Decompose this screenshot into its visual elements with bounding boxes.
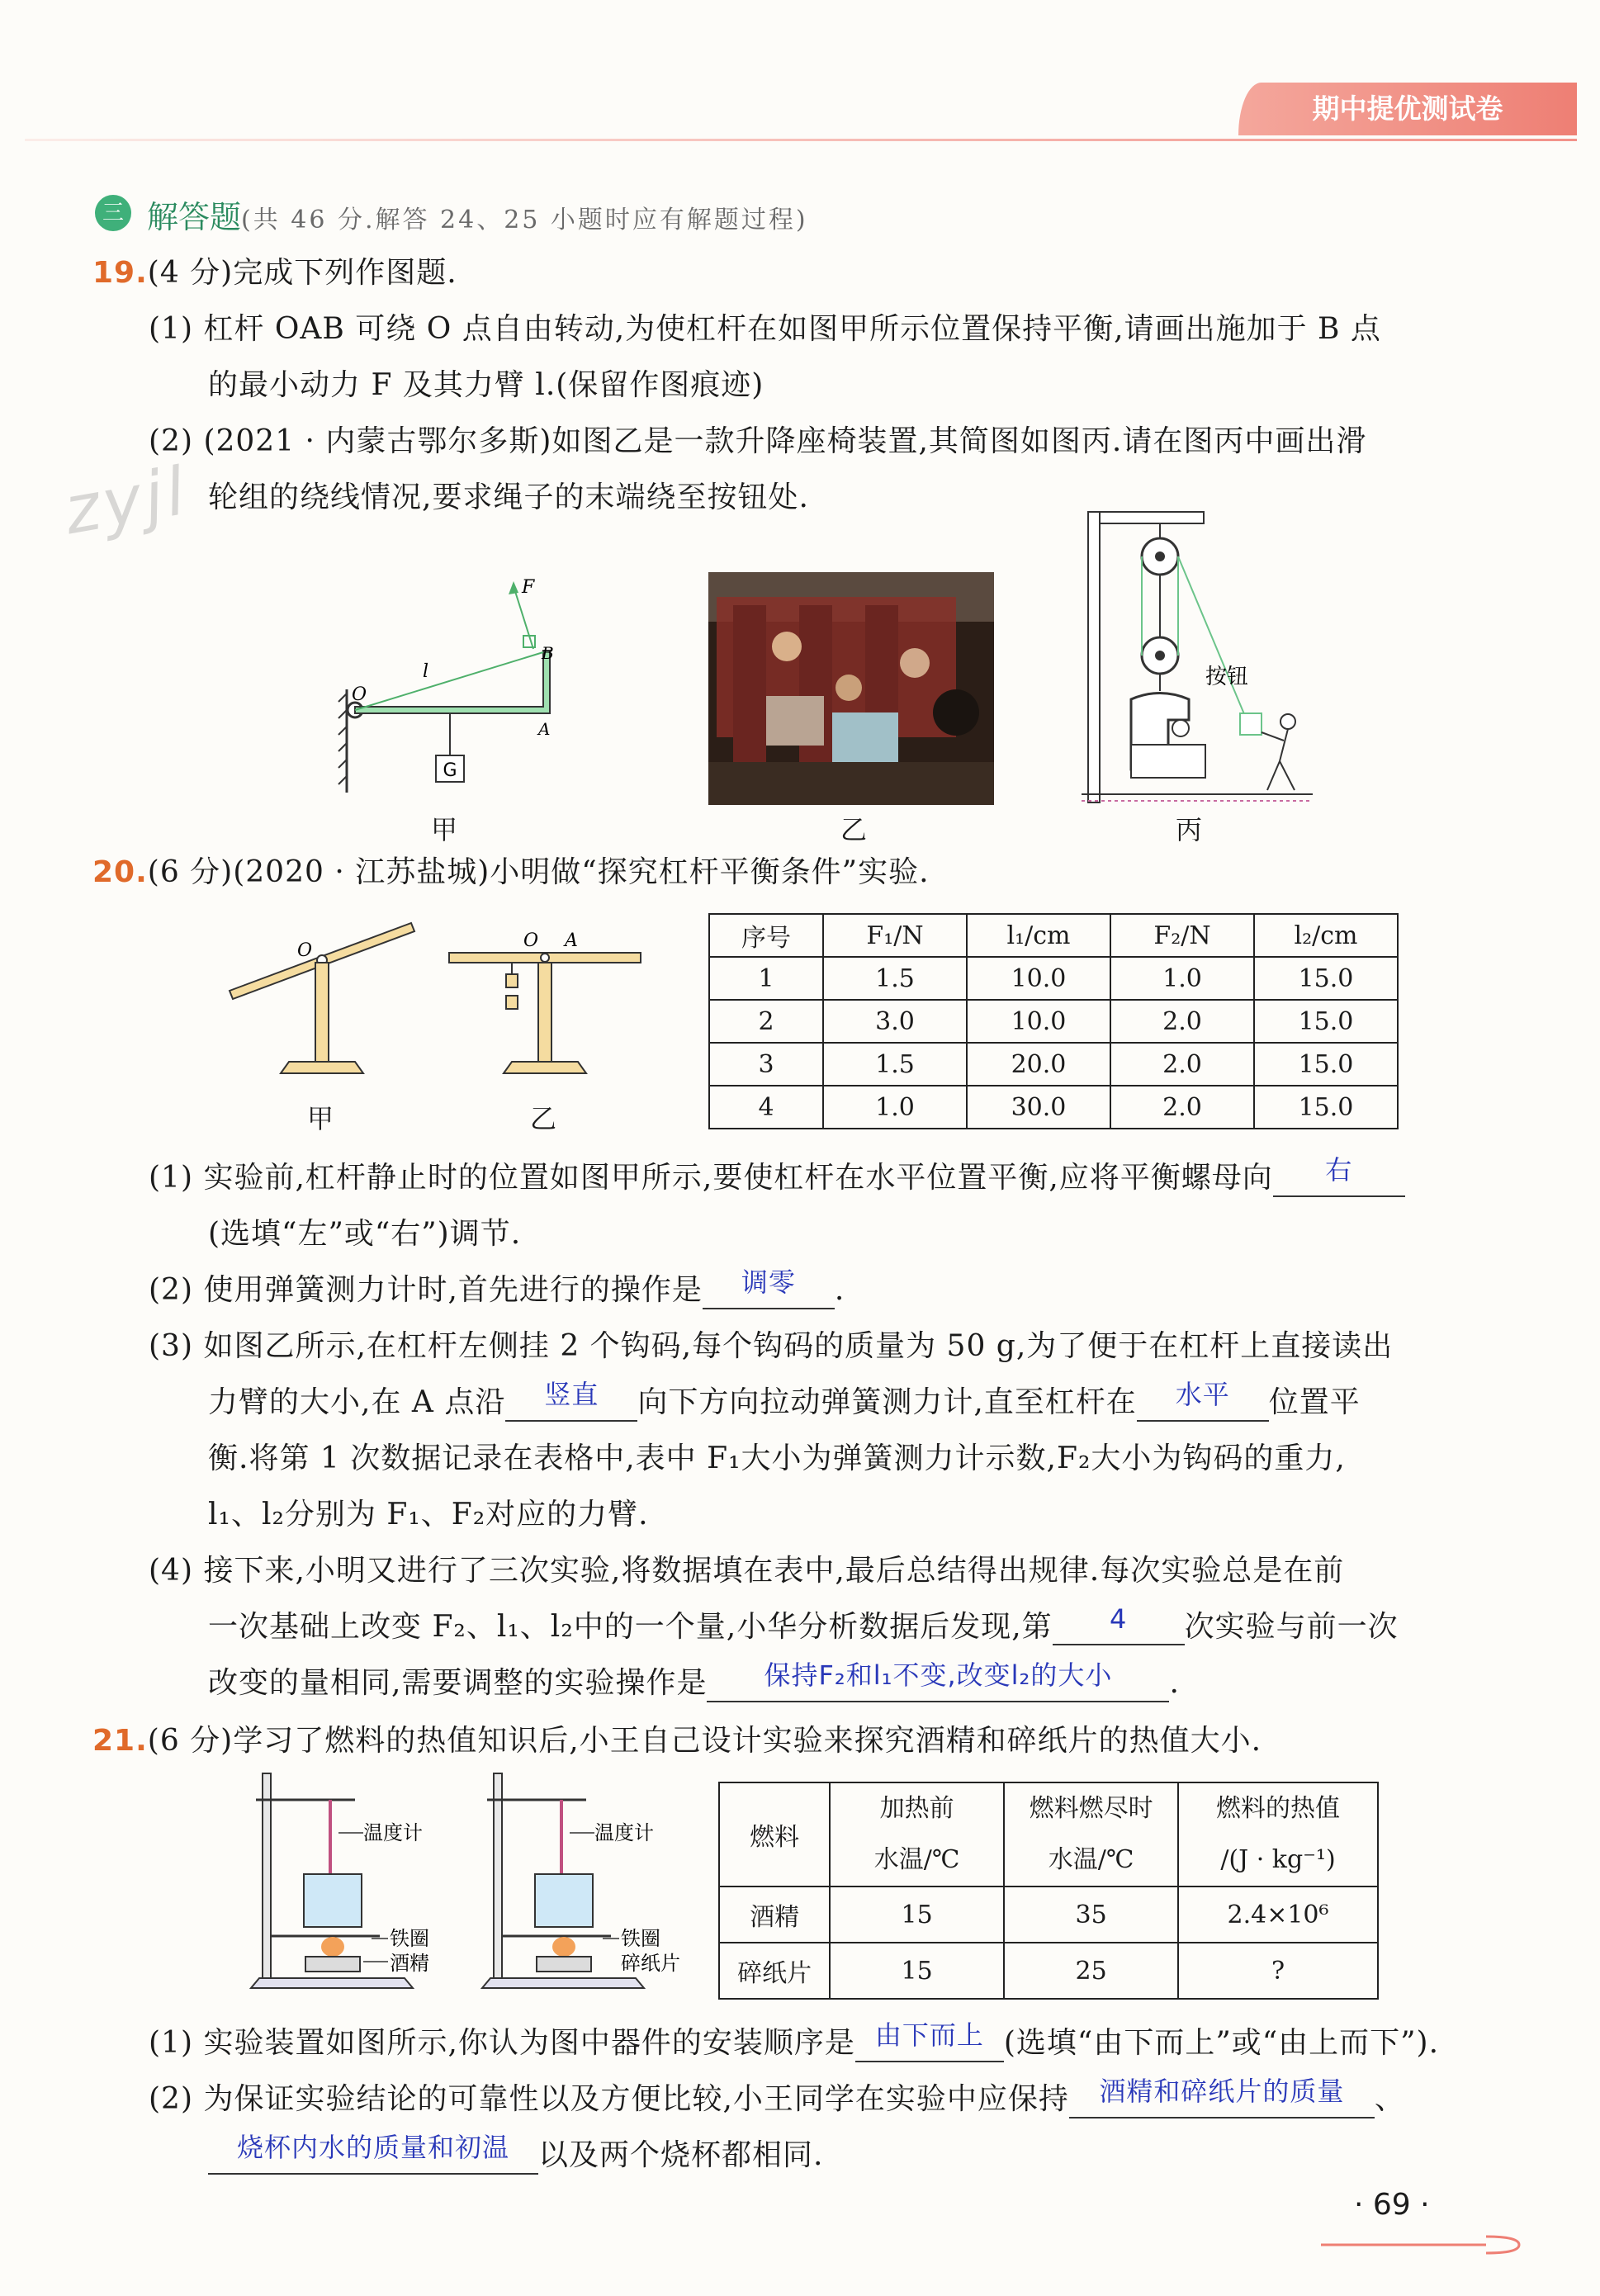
table-cell: 1.0 xyxy=(1110,957,1254,1000)
q21-th-after-1: 燃料燃尽时 xyxy=(1029,1794,1153,1823)
table-row xyxy=(709,1043,1398,1086)
table-cell: 15.0 xyxy=(1254,1000,1398,1043)
q19-part2-line1: (2) (2021 · 内蒙古鄂尔多斯)如图乙是一款升降座椅装置,其简图如图丙.请在图丙中画出滑 xyxy=(149,424,1367,458)
q20-fig-tilted xyxy=(223,915,421,1088)
table-cell: 3 xyxy=(709,1043,823,1086)
q20-part3-text-a: 力臂的大小,在 A 点沿 xyxy=(208,1385,506,1419)
table-cell: 15.0 xyxy=(1254,957,1398,1000)
q20-part4-text-a: 一次基础上改变 F₂、l₁、l₂中的一个量,小华分析数据后发现,第 xyxy=(208,1610,1053,1644)
q21-part1-end: (选填“由下而上”或“由上而下”). xyxy=(1003,2026,1440,2060)
q21-table-header-row xyxy=(719,1782,1378,1887)
lever-label-A: A xyxy=(538,719,551,739)
q21-part2-blank1[interactable] xyxy=(1069,2076,1375,2118)
lever-label-F: F xyxy=(522,577,535,598)
q21-stem-text: (6 分)学习了燃料的热值知识后,小王自己设计实验来探究酒精和碎纸片的热值大小. xyxy=(147,1724,1262,1758)
q20-fig2-label-A: A xyxy=(565,930,578,951)
table-cell: 15 xyxy=(830,1887,1004,1943)
q21-part1-text: (1) 实验装置如图所示,你认为图中器件的安装顺序是 xyxy=(149,2026,855,2060)
q21-part2-end: 以及两个烧杯都相同. xyxy=(538,2138,824,2172)
watermark: zyjl xyxy=(59,452,194,550)
q21-th-fuel: 燃料 xyxy=(719,1782,830,1887)
q21-fig2-fuel-label: 碎纸片 xyxy=(621,1952,680,1975)
q21-fig1-fuel-label: 酒精 xyxy=(390,1952,429,1975)
table-cell: 1.5 xyxy=(823,957,967,1000)
table-cell: 20.0 xyxy=(967,1043,1110,1086)
q21-part2-line1 xyxy=(149,2076,1405,2118)
q21-fig2-ring-label: 铁圈 xyxy=(621,1927,660,1950)
q19-fig-pulley xyxy=(1082,505,1313,811)
table-cell: 1 xyxy=(709,957,823,1000)
table-row xyxy=(719,1943,1378,1999)
q19-caption-bing: 丙 xyxy=(1176,814,1203,845)
table-cell: 15.0 xyxy=(1254,1043,1398,1086)
q20-th-l2: l₂/cm xyxy=(1254,914,1398,957)
table-cell: 15.0 xyxy=(1254,1086,1398,1129)
q21-stem xyxy=(92,1717,1262,1759)
table-cell: 35 xyxy=(1004,1887,1178,1943)
lever-label-l: l xyxy=(423,661,429,682)
lever-label-B: B xyxy=(542,643,554,663)
q21-table xyxy=(718,1782,1379,2000)
q20-part2-text: (2) 使用弹簧测力计时,首先进行的操作是 xyxy=(149,1273,703,1307)
q20-part4-blank2[interactable] xyxy=(707,1659,1169,1702)
q21-number: 21. xyxy=(92,1724,148,1758)
q20-part3-blank1[interactable] xyxy=(505,1379,637,1422)
q21-fig2-thermometer-label: 温度计 xyxy=(594,1821,654,1844)
q20-table xyxy=(708,913,1399,1129)
table-cell: 3.0 xyxy=(823,1000,967,1043)
q20-part2-end: . xyxy=(834,1273,845,1307)
q19-part2-line2: 轮组的绕线情况,要求绳子的末端绕至按钮处. xyxy=(208,481,809,514)
q20-part4-text-c: 改变的量相同,需要调整的实验操作是 xyxy=(208,1666,708,1700)
header-rule xyxy=(25,139,1577,141)
table-cell: 2.0 xyxy=(1110,1000,1254,1043)
q20-part3-line4: l₁、l₂分别为 F₁、F₂对应的力臂. xyxy=(208,1498,649,1531)
table-row xyxy=(709,957,1398,1000)
q19-caption-yi: 乙 xyxy=(840,814,868,845)
section-title xyxy=(147,192,808,237)
q20-part3-answer1: 竖直 xyxy=(544,1379,599,1410)
q20-part2-answer: 调零 xyxy=(741,1266,796,1298)
table-cell: 1.0 xyxy=(823,1086,967,1129)
q19-fig-lever xyxy=(330,570,578,809)
section-number-icon: 三 xyxy=(95,195,131,231)
q19-number: 19. xyxy=(92,256,148,290)
section-note: (共 46 分.解答 24、25 小题时应有解题过程) xyxy=(241,206,808,234)
q20-caption-yi: 乙 xyxy=(530,1103,557,1134)
q20-part3-text-c: 位置平 xyxy=(1268,1385,1361,1419)
table-row xyxy=(709,1086,1398,1129)
q20-part3-blank2[interactable] xyxy=(1137,1379,1269,1422)
q20-part3-line1: (3) 如图乙所示,在杠杆左侧挂 2 个钩码,每个钩码的质量为 50 g,为了便于在杠杆上直接读出 xyxy=(149,1329,1394,1363)
q21-fig-paper xyxy=(479,1767,702,1998)
q20-th-F1: F₁/N xyxy=(823,914,967,957)
table-cell: 碎纸片 xyxy=(719,1943,830,1999)
table-cell: ? xyxy=(1178,1943,1378,1999)
q21-th-after-2: 水温/℃ xyxy=(1048,1845,1134,1874)
page-number: · 69 · xyxy=(1354,2188,1430,2222)
q21-fig-alcohol xyxy=(248,1767,462,1998)
q20-stem-text: (6 分)(2020 · 江苏盐城)小明做“探究杠杆平衡条件”实验. xyxy=(147,855,930,889)
table-cell: 2 xyxy=(709,1000,823,1043)
table-cell: 10.0 xyxy=(967,1000,1110,1043)
q21-th-before xyxy=(830,1782,1004,1887)
q21-part2-text: (2) 为保证实验结论的可靠性以及方便比较,小王同学在实验中应保持 xyxy=(149,2082,1069,2116)
q21-fig1-thermometer-label: 温度计 xyxy=(363,1821,423,1844)
q20-part4-line1: (4) 接下来,小明又进行了三次实验,将数据填在表中,最后总结得出规律.每次实验总是在前 xyxy=(149,1554,1345,1588)
q20-part1-line1 xyxy=(149,1154,1405,1197)
q20-part4-answer1: 4 xyxy=(1109,1603,1128,1635)
q21-part2-sep: 、 xyxy=(1374,2082,1405,2116)
table-cell: 2.4×10⁶ xyxy=(1178,1887,1378,1943)
q19-part1-line2: 的最小动力 F 及其力臂 l.(保留作图痕迹) xyxy=(208,368,764,402)
q21-th-before-2: 水温/℃ xyxy=(873,1845,960,1874)
q19-stem xyxy=(92,249,457,291)
page-number-decoration xyxy=(1321,2233,1536,2258)
q20-part2 xyxy=(149,1266,845,1309)
q20-part4-text-b: 次实验与前一次 xyxy=(1184,1610,1399,1644)
q19-caption-jia: 甲 xyxy=(431,814,458,845)
table-cell: 2.0 xyxy=(1110,1043,1254,1086)
table-row xyxy=(719,1887,1378,1943)
table-cell: 酒精 xyxy=(719,1887,830,1943)
q20-part3-text-b: 向下方向拉动弹簧测力计,直至杠杆在 xyxy=(637,1385,1137,1419)
q20-number: 20. xyxy=(92,855,148,889)
q21-part2-answer2: 烧杯内水的质量和初温 xyxy=(236,2132,509,2163)
section-title-text: 解答题 xyxy=(147,199,242,235)
q20-fig2-label-O: O xyxy=(523,930,539,951)
table-cell: 1.5 xyxy=(823,1043,967,1086)
q20-stem xyxy=(92,849,930,891)
q20-part4-end: . xyxy=(1169,1666,1180,1700)
pulley-label-button: 按钮 xyxy=(1205,665,1249,689)
q20-part4-blank1[interactable] xyxy=(1053,1603,1185,1645)
q20-part4-line2 xyxy=(208,1603,1399,1645)
table-cell: 10.0 xyxy=(967,957,1110,1000)
q21-th-before-1: 加热前 xyxy=(879,1794,954,1823)
q20-part4-answer2: 保持F₂和l₁不变,改变l₂的大小 xyxy=(764,1659,1113,1691)
q19-photo-seat xyxy=(708,572,994,805)
q21-part2-answer1: 酒精和碎纸片的质量 xyxy=(1099,2076,1345,2107)
q21-th-heat-2: /(J · kg⁻¹) xyxy=(1220,1845,1336,1874)
q20-th-index: 序号 xyxy=(709,914,823,957)
q21-th-after xyxy=(1004,1782,1178,1887)
q21-part2-blank2[interactable] xyxy=(208,2132,538,2175)
q20-th-F2: F₂/N xyxy=(1110,914,1254,957)
q21-part2-line2 xyxy=(208,2132,823,2175)
q19-stem-text: (4 分)完成下列作图题. xyxy=(147,256,457,290)
q21-part1-answer: 由下而上 xyxy=(874,2019,984,2051)
q20-part1-text: (1) 实验前,杠杆静止时的位置如图甲所示,要使杠杆在水平位置平衡,应将平衡螺母向 xyxy=(149,1161,1273,1195)
q21-part1-blank[interactable] xyxy=(855,2019,1004,2062)
q20-part1-line2: (选填“左”或“右”)调节. xyxy=(208,1217,522,1251)
q20-th-l1: l₁/cm xyxy=(967,914,1110,957)
q21-th-heat-1: 燃料的热值 xyxy=(1216,1794,1341,1823)
q20-part4-line3 xyxy=(208,1659,1180,1702)
q20-caption-jia: 甲 xyxy=(307,1103,334,1134)
q19-part1-line1: (1) 杠杆 OAB 可绕 O 点自由转动,为使杠杆在如图甲所示位置保持平衡,请画出施加于 B 点 xyxy=(149,312,1381,346)
q20-part1-blank[interactable] xyxy=(1273,1154,1405,1197)
q20-table-header-row xyxy=(709,914,1398,957)
q20-part2-blank[interactable] xyxy=(703,1266,835,1309)
q21-fig1-ring-label: 铁圈 xyxy=(390,1927,429,1950)
q20-part3-line3: 衡.将第 1 次数据记录在表格中,表中 F₁大小为弹簧测力计示数,F₂大小为钩码的重力, xyxy=(208,1442,1346,1475)
table-cell: 2.0 xyxy=(1110,1086,1254,1129)
q21-part1 xyxy=(149,2019,1439,2062)
table-cell: 25 xyxy=(1004,1943,1178,1999)
q20-part3-line2 xyxy=(208,1379,1361,1422)
q21-th-heat xyxy=(1178,1782,1378,1887)
header-tab: 期中提优测试卷 xyxy=(1238,83,1577,135)
q20-part3-answer2: 水平 xyxy=(1175,1379,1230,1410)
q20-fig1-label-O: O xyxy=(297,940,313,961)
table-cell: 30.0 xyxy=(967,1086,1110,1129)
q20-fig-level xyxy=(446,923,644,1088)
lever-label-G: G xyxy=(443,760,457,781)
table-row xyxy=(709,1000,1398,1043)
lever-label-O: O xyxy=(352,684,367,705)
table-cell: 4 xyxy=(709,1086,823,1129)
q20-part1-answer: 右 xyxy=(1325,1154,1353,1186)
table-cell: 15 xyxy=(830,1943,1004,1999)
